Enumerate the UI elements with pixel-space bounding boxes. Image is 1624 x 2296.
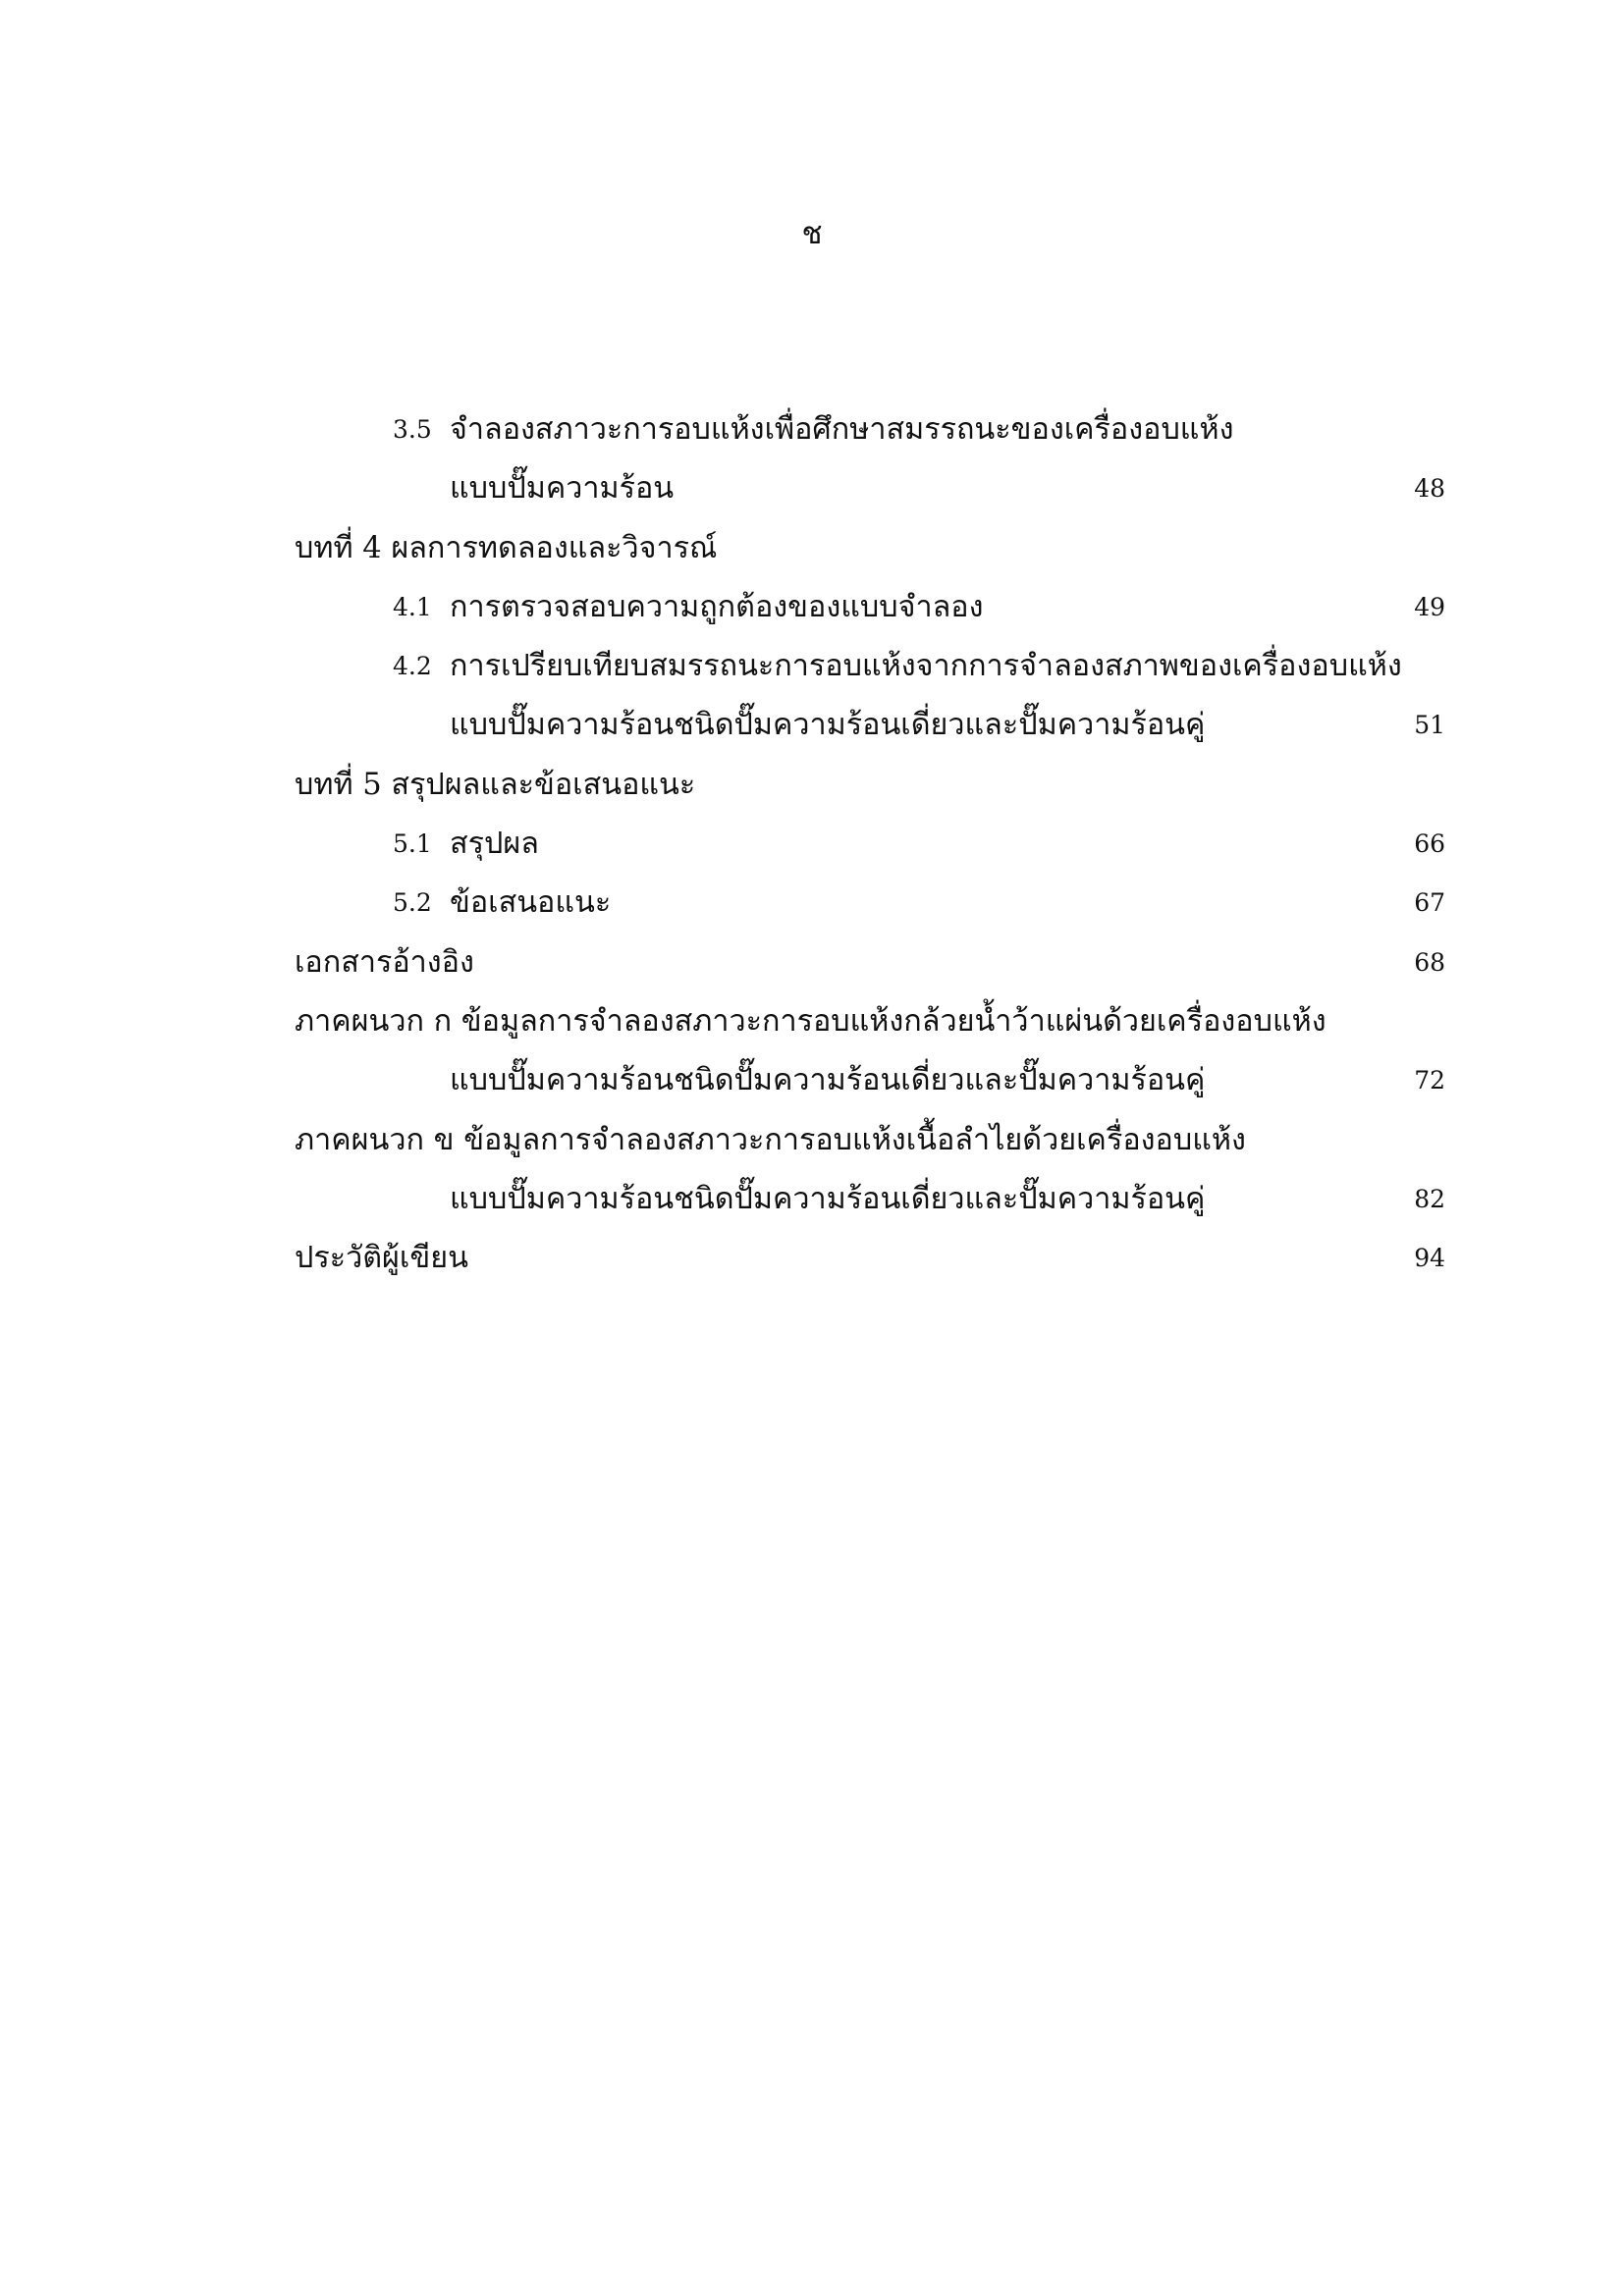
toc-entry-4-2-continued <box>295 696 1445 755</box>
toc-page-number: 51 <box>1414 711 1445 740</box>
toc-entry-5-1 <box>295 815 1445 874</box>
table-of-contents <box>295 400 1445 1288</box>
page-number: ช <box>801 216 823 251</box>
toc-references <box>295 934 1445 992</box>
toc-entry-title: แบบปั๊มความร้อนชนิดปั๊มความร้อนเดี่ยวและปั๊มความร้อนคู่ <box>450 1063 1206 1098</box>
toc-page-number: 72 <box>1414 1066 1445 1095</box>
toc-entry-4-2 <box>295 637 1445 696</box>
toc-section-number: 5.1 <box>393 829 432 859</box>
toc-entry-title: แบบปั๊มความร้อนชนิดปั๊มความร้อนเดี่ยวและปั๊มความร้อนคู่ <box>450 1181 1206 1216</box>
toc-page-number: 66 <box>1414 829 1445 859</box>
toc-entry-3-5-continued <box>295 459 1445 518</box>
toc-appendix-b <box>295 1111 1445 1170</box>
toc-chapter-title: ภาคผนวก ข ข้อมูลการจำลองสภาวะการอบแห้งเนื้อลำไยด้วยเครื่องอบแห้ง <box>295 1122 1246 1157</box>
toc-chapter-5 <box>295 756 1445 815</box>
toc-page-number: 67 <box>1414 888 1445 918</box>
toc-page-number: 82 <box>1414 1184 1445 1213</box>
toc-entry-title: ข้อเสนอแนะ <box>450 885 612 921</box>
toc-entry-title: จำลองสภาวะการอบแห้งเพื่อศึกษาสมรรถนะของเครื่องอบแห้ง <box>450 412 1234 447</box>
toc-chapter-title: บทที่ 4 ผลการทดลองและวิจารณ์ <box>295 530 718 565</box>
toc-chapter-title: เอกสารอ้างอิง <box>295 944 474 980</box>
toc-entry-title: การตรวจสอบความถูกต้องของแบบจำลอง <box>450 589 984 624</box>
toc-page-number: 68 <box>1414 947 1445 977</box>
toc-author-biography <box>295 1229 1445 1288</box>
toc-appendix-a-continued <box>295 1051 1445 1110</box>
toc-section-number: 4.1 <box>393 592 432 621</box>
toc-section-number: 5.2 <box>393 888 432 918</box>
toc-page-number: 48 <box>1414 474 1445 504</box>
toc-chapter-title: ภาคผนวก ก ข้อมูลการจำลองสภาวะการอบแห้งกล้วยน้ำว้าแผ่นด้วยเครื่องอบแห้ง <box>295 1003 1326 1039</box>
toc-entry-3-5 <box>295 400 1445 459</box>
toc-entry-title: แบบปั๊มความร้อน <box>450 471 675 507</box>
toc-entry-5-2 <box>295 874 1445 933</box>
toc-entry-title: สรุปผล <box>450 827 539 862</box>
toc-appendix-b-continued <box>295 1170 1445 1229</box>
toc-chapter-title: ประวัติผู้เขียน <box>295 1241 468 1276</box>
toc-page-number: 94 <box>1414 1244 1445 1273</box>
toc-section-number: 3.5 <box>393 415 432 444</box>
toc-entry-4-1 <box>295 578 1445 637</box>
toc-entry-title: แบบปั๊มความร้อนชนิดปั๊มความร้อนเดี่ยวและปั๊มความร้อนคู่ <box>450 708 1206 743</box>
toc-appendix-a <box>295 992 1445 1051</box>
toc-chapter-title: บทที่ 5 สรุปผลและข้อเสนอแนะ <box>295 767 696 802</box>
toc-entry-title: การเปรียบเทียบสมรรถนะการอบแห้งจากการจำลองสภาพของเครื่องอบแห้ง <box>450 649 1402 684</box>
toc-page-number: 49 <box>1414 592 1445 621</box>
toc-section-number: 4.2 <box>393 652 432 681</box>
toc-chapter-4 <box>295 519 1445 578</box>
